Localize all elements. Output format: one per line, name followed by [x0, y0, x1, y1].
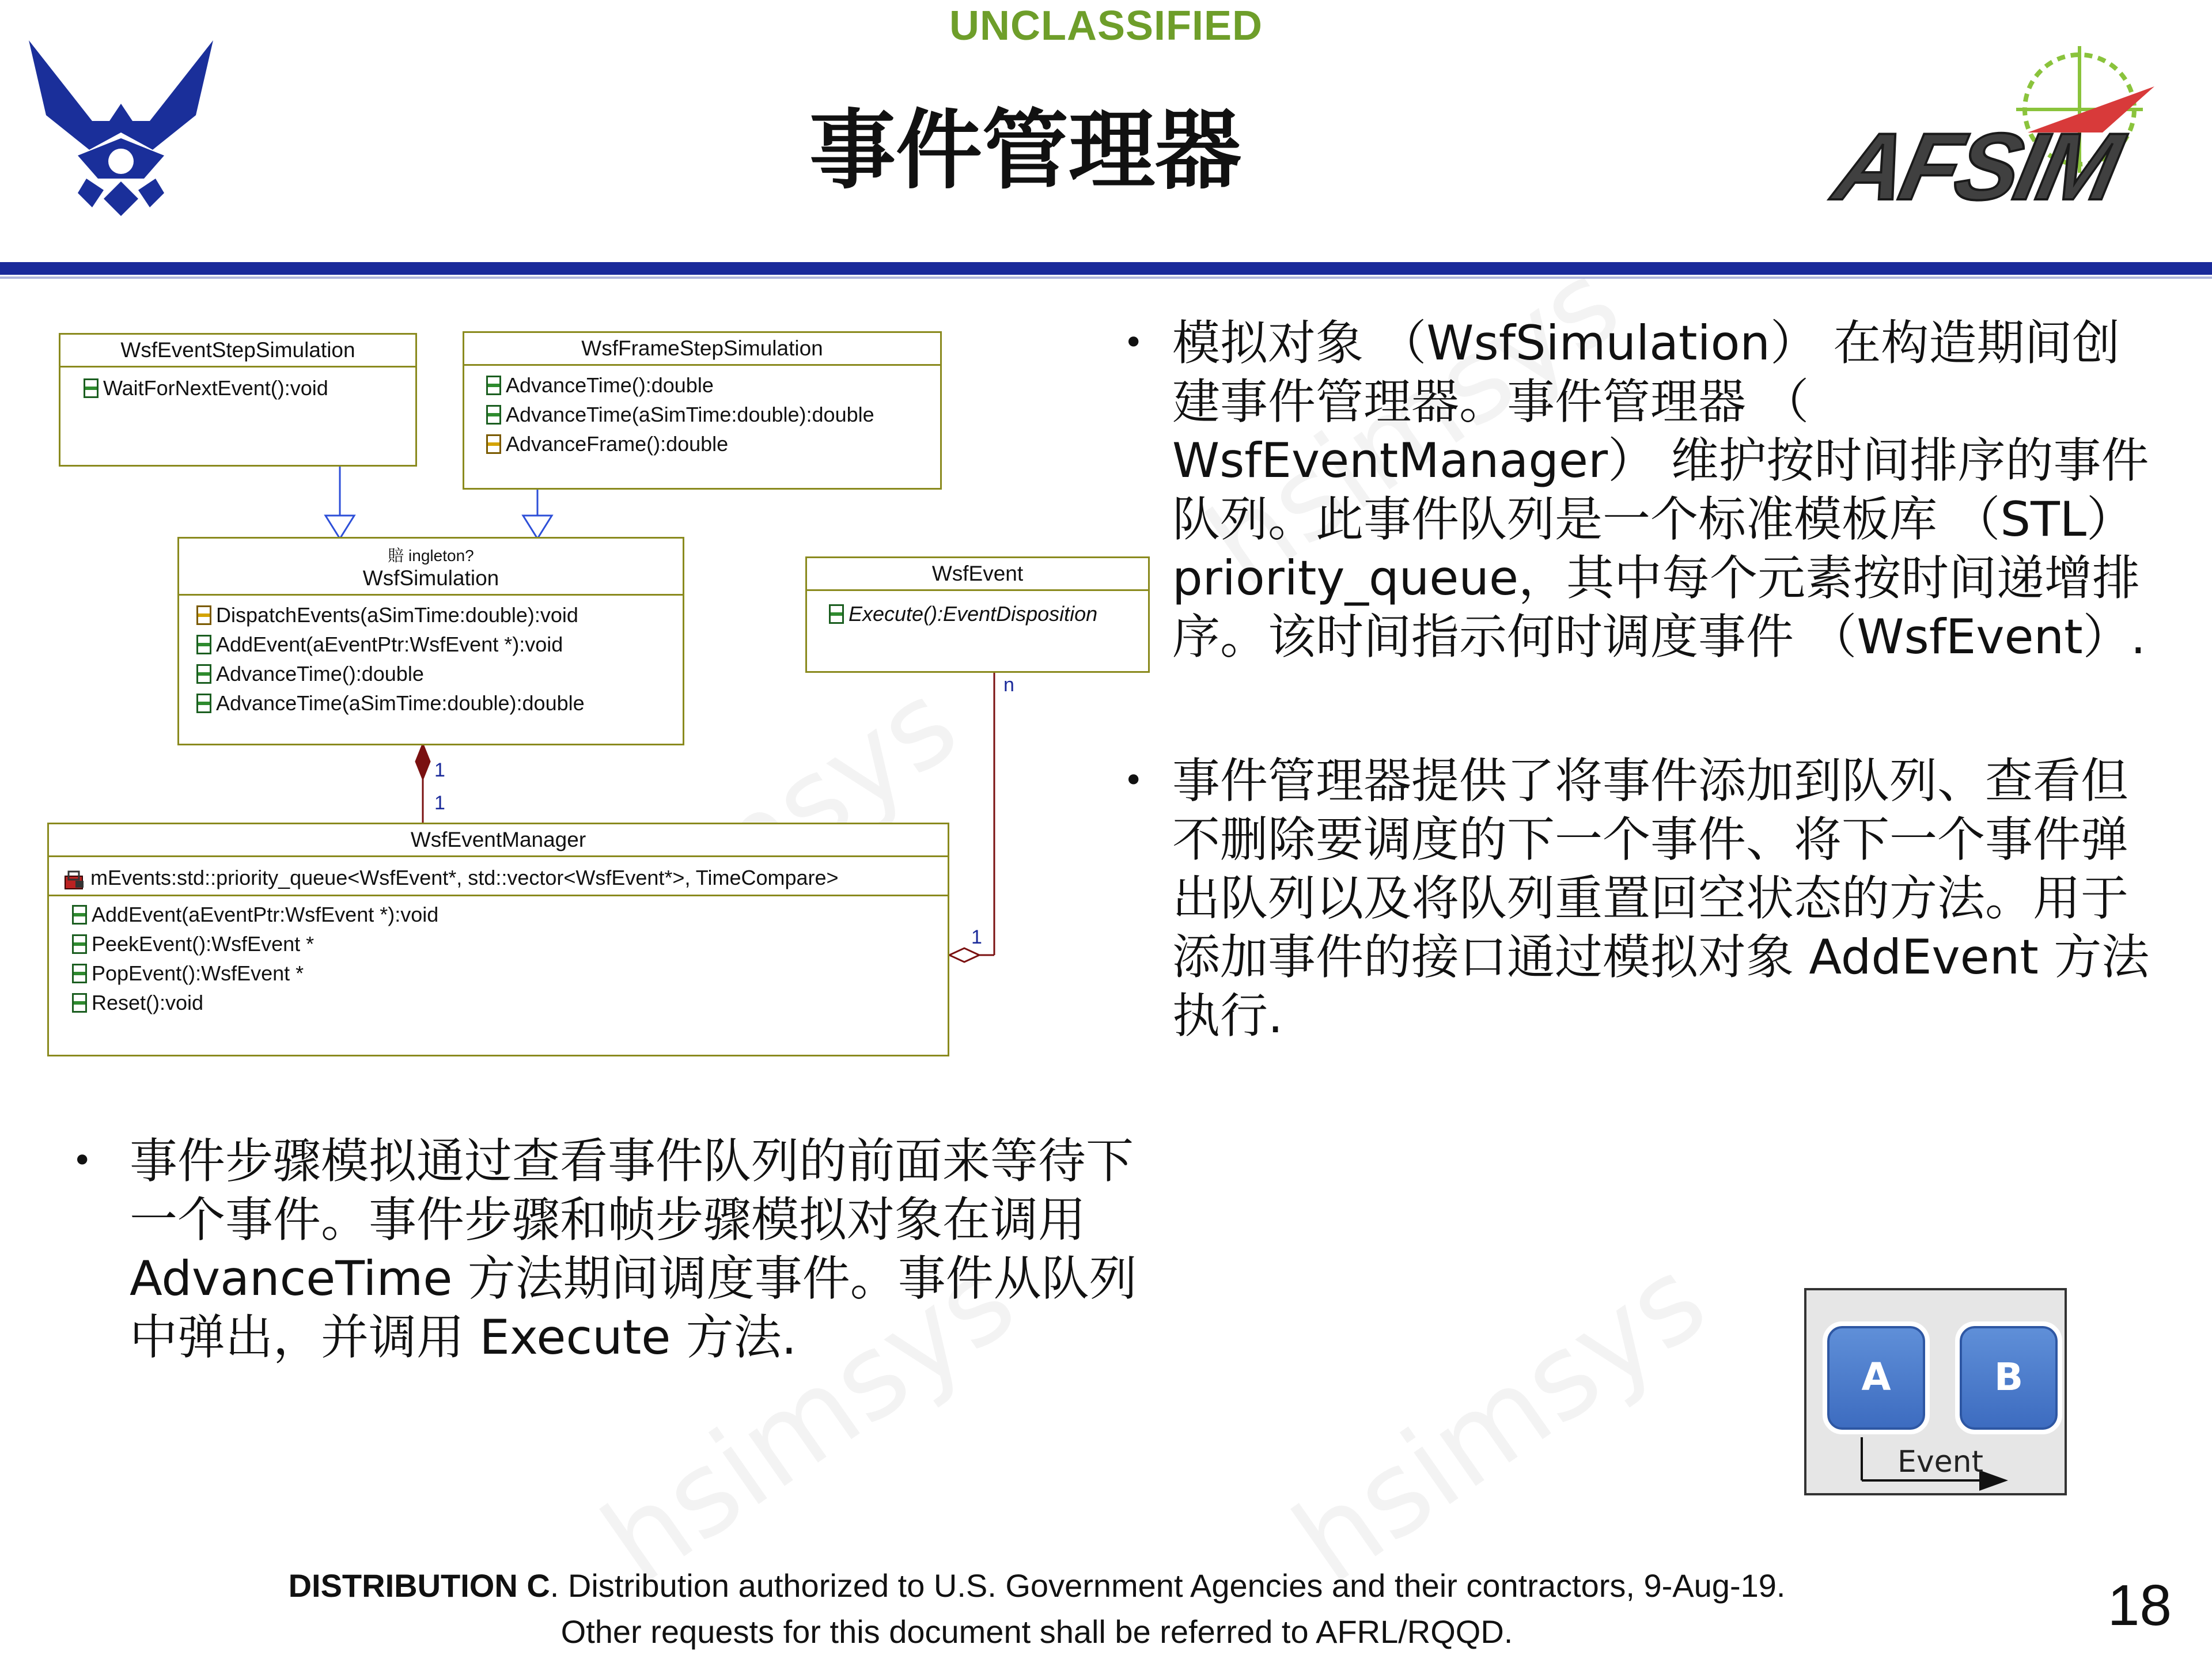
- bullet-dot: •: [1123, 323, 1144, 363]
- uml-class-wsf-frame-step-simulation: [463, 331, 942, 490]
- multiplicity-label: 1: [434, 792, 445, 814]
- classification-banner: UNCLASSIFIED: [949, 3, 1263, 49]
- bullet-dot: •: [1123, 760, 1144, 801]
- uml-operation: AdvanceFrame():double: [486, 429, 940, 459]
- distribution-text: . Distribution authorized to U.S. Government Agencies and their contractors, 9-Aug-19.: [550, 1567, 1786, 1604]
- uml-operation: AdvanceTime(aSimTime:double):double: [196, 688, 683, 718]
- bullet-item: [1123, 314, 2154, 666]
- uml-operation: Reset():void: [72, 988, 948, 1017]
- uml-class-wsf-event-step-simulation: [59, 333, 417, 467]
- uml-operation: AdvanceTime():double: [196, 659, 683, 688]
- public-operation-icon: [486, 405, 501, 425]
- uml-class-wsf-event-manager: [47, 823, 949, 1056]
- uml-operation: DispatchEvents(aSimTime:double):void: [196, 600, 683, 630]
- multiplicity-label: n: [1003, 674, 1014, 696]
- public-operation-icon: [72, 993, 87, 1013]
- uml-class-name: WsfEventStepSimulation: [120, 338, 355, 362]
- event-node-a: A: [1827, 1326, 1925, 1430]
- uml-class-name: WsfSimulation: [362, 566, 499, 590]
- multiplicity-label: 1: [434, 759, 445, 781]
- distribution-referral: Other requests for this document shall be referred to AFRL/RQQD.: [560, 1613, 1513, 1650]
- afsim-logo-text: AFSIM: [1826, 113, 2127, 219]
- public-operation-icon: [72, 934, 87, 954]
- uml-operation: PeekEvent():WsfEvent *: [72, 929, 948, 959]
- page-title: 事件管理器: [809, 100, 1241, 201]
- bullet-text: 事件管理器提供了将事件添加到队列、查看但不删除要调度的下一个事件、将下一个事件弹出队列以及将队列重置回空状态的方法。用于添加事件的接口通过模拟对象 AddEvent 方法执行.: [1172, 753, 2150, 1044]
- bullet-item: [1123, 752, 2154, 1046]
- event-node-b: B: [1960, 1326, 2058, 1430]
- private-attribute-icon: [64, 868, 86, 888]
- event-edge-label: Event: [1897, 1445, 1983, 1479]
- uml-attribute: mEvents:std::priority_queue<WsfEvent*, std::vector<WsfEvent*>, TimeCompare>: [64, 863, 948, 892]
- public-operation-icon: [84, 378, 99, 398]
- uml-operation: AdvanceTime(aSimTime:double):double: [486, 400, 940, 429]
- multiplicity-label: 1: [971, 926, 982, 948]
- public-operation-icon: [72, 964, 87, 983]
- public-operation-icon: [196, 635, 211, 654]
- public-operation-icon: [196, 694, 211, 713]
- bullet-text: 事件步骤模拟通过查看事件队列的前面来等待下一个事件。事件步骤和帧步骤模拟对象在调用 AdvanceTime 方法期间调度事件。事件从队列中弹出，并调用 Execute 方法.: [130, 1133, 1137, 1365]
- uml-class-name: WsfEvent: [931, 562, 1024, 585]
- uml-operation: AdvanceTime():double: [486, 370, 940, 400]
- uml-class-wsf-event: [805, 556, 1150, 673]
- uml-class-wsf-simulation: [177, 537, 684, 745]
- public-operation-icon: [72, 905, 87, 925]
- distribution-statement: [0, 1567, 2143, 1604]
- uml-class-name: WsfEventManager: [410, 828, 586, 851]
- watermark: [1271, 1232, 1729, 1609]
- event-figure: [1804, 1288, 2067, 1495]
- public-operation-icon: [829, 604, 844, 624]
- protected-operation-icon: [486, 434, 501, 454]
- uml-operation: AddEvent(aEventPtr:WsfEvent *):void: [196, 630, 683, 659]
- distribution-label: DISTRIBUTION C: [288, 1567, 550, 1604]
- bullet-dot: •: [72, 1141, 93, 1181]
- uml-operation: AddEvent(aEventPtr:WsfEvent *):void: [72, 900, 948, 929]
- afsim-logo: [1826, 46, 2177, 219]
- uml-class-name: WsfFrameStepSimulation: [581, 336, 823, 360]
- protected-operation-icon: [196, 605, 211, 625]
- uml-operation: Execute():EventDisposition: [829, 599, 1148, 628]
- uml-stereotype: 賠 ingleton?: [388, 547, 474, 565]
- uml-operation: WaitForNextEvent():void: [84, 373, 415, 403]
- bullet-text: 模拟对象 （WsfSimulation） 在构造期间创建事件管理器。事件管理器 （ WsfEventManager） 维护按时间排序的事件队列。此事件队列是一个标准模板库 （STL） priority_queue，其中每个元素按时间递增排序。该时间指示何时调度事件 （WsfEvent）.: [1172, 315, 2149, 665]
- uml-operation: PopEvent():WsfEvent *: [72, 959, 948, 988]
- public-operation-icon: [486, 376, 501, 395]
- bullet-item: [72, 1132, 1143, 1367]
- public-operation-icon: [196, 664, 211, 684]
- page-number: 18: [2107, 1573, 2172, 1638]
